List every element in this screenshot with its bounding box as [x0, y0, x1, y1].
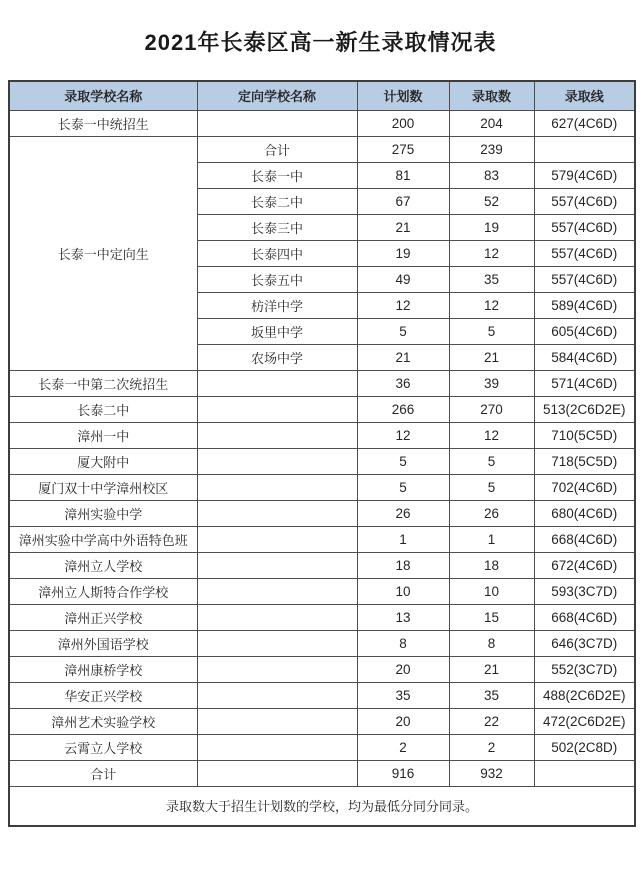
directed-school-cell: [197, 708, 357, 734]
admission-line-cell: 502(2C8D): [534, 734, 635, 760]
plan-count-cell: 8: [357, 630, 449, 656]
admission-line-cell: 702(4C6D): [534, 474, 635, 500]
table-row: [9, 708, 635, 734]
table-row: [9, 110, 635, 136]
admitted-count-cell: 21: [449, 656, 534, 682]
admitted-count-cell: 12: [449, 422, 534, 448]
table-row: [9, 578, 635, 604]
admission-line-cell: 557(4C6D): [534, 266, 635, 292]
admitted-count-cell: 1: [449, 526, 534, 552]
admission-line-cell: 513(2C6D2E): [534, 396, 635, 422]
directed-school-cell: 长泰四中: [197, 240, 357, 266]
table-row: [9, 734, 635, 760]
table-row: [9, 448, 635, 474]
plan-count-cell: 19: [357, 240, 449, 266]
admitted-count-cell: 39: [449, 370, 534, 396]
table-row: [9, 760, 635, 786]
table-row: [9, 630, 635, 656]
plan-count-cell: 81: [357, 162, 449, 188]
footer-note-row: [9, 786, 635, 826]
plan-count-cell: 20: [357, 708, 449, 734]
school-name-cell: 华安正兴学校: [9, 682, 197, 708]
plan-count-cell: 67: [357, 188, 449, 214]
admission-line-cell: 605(4C6D): [534, 318, 635, 344]
admitted-count-cell: 12: [449, 292, 534, 318]
column-header: 录取学校名称: [9, 81, 197, 110]
directed-school-cell: [197, 370, 357, 396]
table-row: [9, 526, 635, 552]
school-name-cell: 漳州正兴学校: [9, 604, 197, 630]
directed-school-cell: 长泰三中: [197, 214, 357, 240]
admissions-table: [8, 80, 636, 827]
plan-count-cell: 12: [357, 422, 449, 448]
footer-note: 录取数大于招生计划数的学校，均为最低分同分同录。: [9, 786, 635, 826]
directed-school-cell: [197, 110, 357, 136]
directed-school-cell: [197, 760, 357, 786]
admitted-count-cell: 15: [449, 604, 534, 630]
plan-count-cell: 200: [357, 110, 449, 136]
directed-school-cell: [197, 682, 357, 708]
admitted-count-cell: 270: [449, 396, 534, 422]
plan-count-cell: 18: [357, 552, 449, 578]
plan-count-cell: 20: [357, 656, 449, 682]
admitted-count-cell: 21: [449, 344, 534, 370]
admitted-count-cell: 19: [449, 214, 534, 240]
admitted-count-cell: 5: [449, 318, 534, 344]
table-row: [9, 604, 635, 630]
directed-school-cell: 长泰二中: [197, 188, 357, 214]
plan-count-cell: 49: [357, 266, 449, 292]
school-name-cell: 厦大附中: [9, 448, 197, 474]
plan-count-cell: 5: [357, 318, 449, 344]
admission-line-cell: 571(4C6D): [534, 370, 635, 396]
admission-line-cell: 557(4C6D): [534, 214, 635, 240]
admission-line-cell: 668(4C6D): [534, 604, 635, 630]
table-row: [9, 656, 635, 682]
directed-school-cell: [197, 500, 357, 526]
table-row: [9, 552, 635, 578]
admission-line-cell: 627(4C6D): [534, 110, 635, 136]
directed-school-cell: [197, 422, 357, 448]
admission-line-cell: 579(4C6D): [534, 162, 635, 188]
column-header: 计划数: [357, 81, 449, 110]
admitted-count-cell: 5: [449, 448, 534, 474]
admission-line-cell: 472(2C6D2E): [534, 708, 635, 734]
school-name-cell: 长泰一中定向生: [9, 136, 197, 370]
plan-count-cell: 1: [357, 526, 449, 552]
table-row: [9, 474, 635, 500]
table-row: [9, 682, 635, 708]
school-name-cell: 合计: [9, 760, 197, 786]
admitted-count-cell: 18: [449, 552, 534, 578]
table-row: [9, 422, 635, 448]
admission-line-cell: 646(3C7D): [534, 630, 635, 656]
admitted-count-cell: 22: [449, 708, 534, 734]
table-row: [9, 500, 635, 526]
directed-school-cell: [197, 578, 357, 604]
admission-line-cell: 680(4C6D): [534, 500, 635, 526]
plan-count-cell: 26: [357, 500, 449, 526]
plan-count-cell: 5: [357, 474, 449, 500]
admission-line-cell: 672(4C6D): [534, 552, 635, 578]
school-name-cell: 长泰二中: [9, 396, 197, 422]
admitted-count-cell: 8: [449, 630, 534, 656]
admission-line-cell: 552(3C7D): [534, 656, 635, 682]
admitted-count-cell: 204: [449, 110, 534, 136]
admitted-count-cell: 2: [449, 734, 534, 760]
directed-school-cell: [197, 396, 357, 422]
plan-count-cell: 21: [357, 344, 449, 370]
school-name-cell: 漳州外国语学校: [9, 630, 197, 656]
table-row: [9, 396, 635, 422]
plan-count-cell: 2: [357, 734, 449, 760]
directed-school-cell: [197, 552, 357, 578]
directed-school-cell: [197, 734, 357, 760]
school-name-cell: 长泰一中统招生: [9, 110, 197, 136]
column-header: 录取数: [449, 81, 534, 110]
admission-line-cell: [534, 760, 635, 786]
school-name-cell: 长泰一中第二次统招生: [9, 370, 197, 396]
admission-line-cell: 668(4C6D): [534, 526, 635, 552]
page-title: 2021年长泰区高一新生录取情况表: [144, 30, 497, 55]
directed-school-cell: [197, 604, 357, 630]
plan-count-cell: 266: [357, 396, 449, 422]
admitted-count-cell: 35: [449, 266, 534, 292]
admission-line-cell: 718(5C5D): [534, 448, 635, 474]
school-name-cell: 漳州艺术实验学校: [9, 708, 197, 734]
admitted-count-cell: 10: [449, 578, 534, 604]
table-row: [9, 370, 635, 396]
table-body: [9, 110, 635, 786]
admission-line-cell: 557(4C6D): [534, 188, 635, 214]
admission-line-cell: 488(2C6D2E): [534, 682, 635, 708]
admitted-count-cell: 5: [449, 474, 534, 500]
admission-line-cell: 557(4C6D): [534, 240, 635, 266]
header-row: [9, 81, 635, 110]
plan-count-cell: 5: [357, 448, 449, 474]
plan-count-cell: 21: [357, 214, 449, 240]
column-header: 定向学校名称: [197, 81, 357, 110]
school-name-cell: 厦门双十中学漳州校区: [9, 474, 197, 500]
admission-line-cell: 589(4C6D): [534, 292, 635, 318]
school-name-cell: 漳州立人斯特合作学校: [9, 578, 197, 604]
directed-school-cell: [197, 526, 357, 552]
directed-school-cell: [197, 474, 357, 500]
school-name-cell: 云霄立人学校: [9, 734, 197, 760]
directed-school-cell: [197, 656, 357, 682]
school-name-cell: 漳州实验中学: [9, 500, 197, 526]
plan-count-cell: 275: [357, 136, 449, 162]
plan-count-cell: 916: [357, 760, 449, 786]
admission-line-cell: 710(5C5D): [534, 422, 635, 448]
plan-count-cell: 12: [357, 292, 449, 318]
admitted-count-cell: 35: [449, 682, 534, 708]
admission-line-cell: [534, 136, 635, 162]
admitted-count-cell: 239: [449, 136, 534, 162]
admission-line-cell: 593(3C7D): [534, 578, 635, 604]
directed-school-cell: 农场中学: [197, 344, 357, 370]
plan-count-cell: 36: [357, 370, 449, 396]
plan-count-cell: 13: [357, 604, 449, 630]
school-name-cell: 漳州一中: [9, 422, 197, 448]
directed-school-cell: 合计: [197, 136, 357, 162]
admitted-count-cell: 12: [449, 240, 534, 266]
admitted-count-cell: 83: [449, 162, 534, 188]
plan-count-cell: 35: [357, 682, 449, 708]
school-name-cell: 漳州康桥学校: [9, 656, 197, 682]
admission-line-cell: 584(4C6D): [534, 344, 635, 370]
directed-school-cell: 长泰五中: [197, 266, 357, 292]
admitted-count-cell: 932: [449, 760, 534, 786]
admitted-count-cell: 52: [449, 188, 534, 214]
school-name-cell: 漳州实验中学高中外语特色班: [9, 526, 197, 552]
school-name-cell: 漳州立人学校: [9, 552, 197, 578]
directed-school-cell: [197, 448, 357, 474]
plan-count-cell: 10: [357, 578, 449, 604]
admitted-count-cell: 26: [449, 500, 534, 526]
directed-school-cell: 长泰一中: [197, 162, 357, 188]
table-row: [9, 136, 635, 162]
column-header: 录取线: [534, 81, 635, 110]
directed-school-cell: 坂里中学: [197, 318, 357, 344]
directed-school-cell: 枋洋中学: [197, 292, 357, 318]
directed-school-cell: [197, 630, 357, 656]
